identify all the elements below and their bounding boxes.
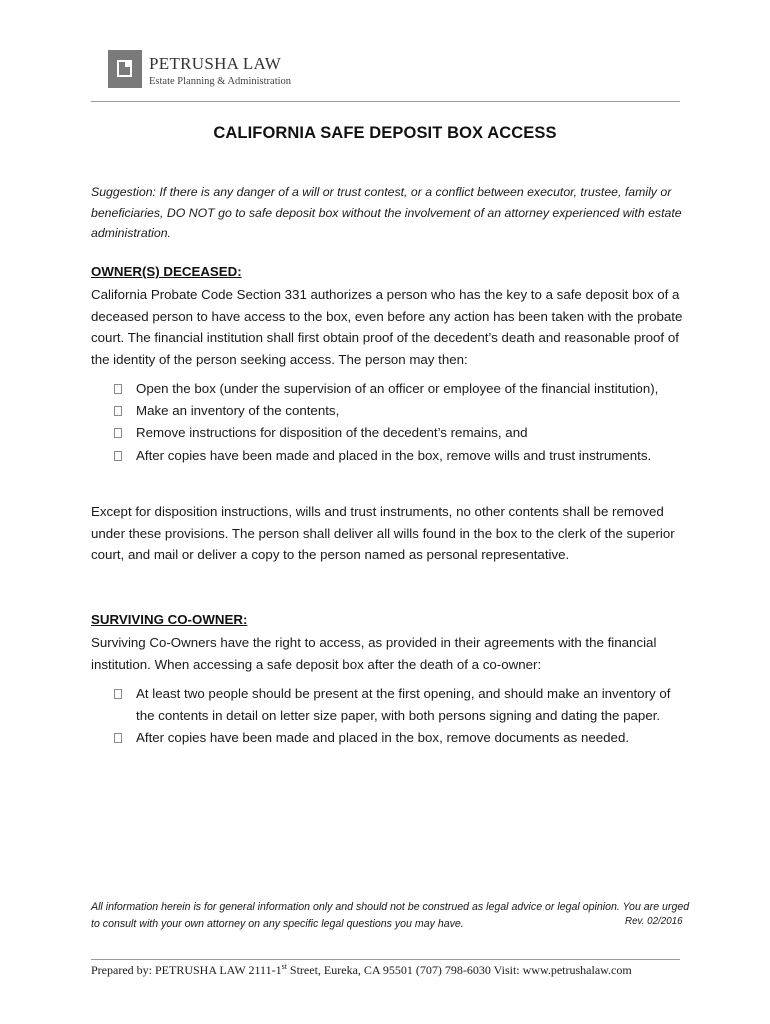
- revision-label: Rev. 02/2016: [625, 916, 683, 927]
- footer-prefix: Prepared by: PETRUSHA LAW 2111-1: [91, 963, 282, 977]
- list-item: [112, 378, 692, 400]
- firm-name: PETRUSHA LAW: [149, 54, 282, 73]
- list-item-text: Open the box (under the supervision of an officer or employee of the financial institution),: [136, 381, 659, 396]
- owners-deceased-heading: OWNER(S) DECEASED:: [91, 264, 242, 279]
- firm-tagline: Estate Planning & Administration: [149, 76, 292, 87]
- footer-divider: [91, 959, 680, 960]
- list-item: [112, 445, 692, 467]
- surviving-coowner-list: [112, 683, 692, 750]
- list-item-text: At least two people should be present at the first opening, and should make an inventory of the contents in detail on letter size paper, with both persons signing and dating the paper.: [136, 686, 671, 724]
- surviving-coowner-heading: SURVIVING CO-OWNER:: [91, 612, 248, 627]
- owners-deceased-closing: Except for disposition instructions, wills and trust instruments, no other contents shall be removed under these provisions. The person shall deliver all wills found in the box to the clerk of the superior court, and mail or deliver a copy to the person named as personal representative.: [91, 504, 675, 563]
- list-item: [112, 422, 692, 444]
- checkbox-bullet-icon: [114, 451, 122, 461]
- list-item: [112, 727, 692, 749]
- list-item: [112, 400, 692, 422]
- checkbox-bullet-icon: [114, 733, 122, 743]
- checkbox-bullet-icon: [114, 428, 122, 438]
- checkbox-bullet-icon: [114, 689, 122, 699]
- surviving-coowner-intro: Surviving Co-Owners have the right to access, as provided in their agreements with the financial institution. When accessing a safe deposit box after the death of a co-owner:: [91, 635, 657, 672]
- owners-deceased-intro: California Probate Code Section 331 authorizes a person who has the key to a safe deposit box of a deceased person to have access to the box, even before any action has been taken with the probate court. The financial institution shall first obtain proof of the decedent’s death and reasonable proof of the identity of the person seeking access. The person may then:: [91, 287, 683, 367]
- list-item-text: Remove instructions for disposition of the decedent’s remains, and: [136, 425, 528, 441]
- list-item: [112, 683, 692, 727]
- checkbox-bullet-icon: [114, 406, 122, 416]
- footer-suffix: Street, Eureka, CA 95501 (707) 798-6030 Visit: www.petrushalaw.com: [286, 963, 632, 977]
- owners-deceased-list: [112, 378, 692, 467]
- suggestion-note: Suggestion: If there is any danger of a will or trust contest, or a conflict between executor, trustee, family or beneficiaries, DO NOT go to safe deposit box without the involvement of an attorney experienced with estate administration.: [91, 185, 682, 240]
- page-title: CALIFORNIA SAFE DEPOSIT BOX ACCESS: [213, 124, 557, 142]
- header-divider: [91, 101, 680, 102]
- petrusha-law-logo-icon: [108, 50, 142, 88]
- footer-superscript: st: [281, 962, 287, 971]
- checkbox-bullet-icon: [114, 384, 122, 394]
- footer-contact: [91, 963, 632, 978]
- list-item-text: Make an inventory of the contents,: [136, 403, 340, 419]
- list-item-text: After copies have been made and placed in the box, remove wills and trust instruments.: [136, 447, 652, 463]
- list-item-text: After copies have been made and placed in the box, remove documents as needed.: [136, 730, 630, 746]
- legal-disclaimer: All information herein is for general information only and should not be construed as legal advice or legal opinion. You are urged to consult with your own attorney on any specific legal questions you may have.: [91, 901, 690, 930]
